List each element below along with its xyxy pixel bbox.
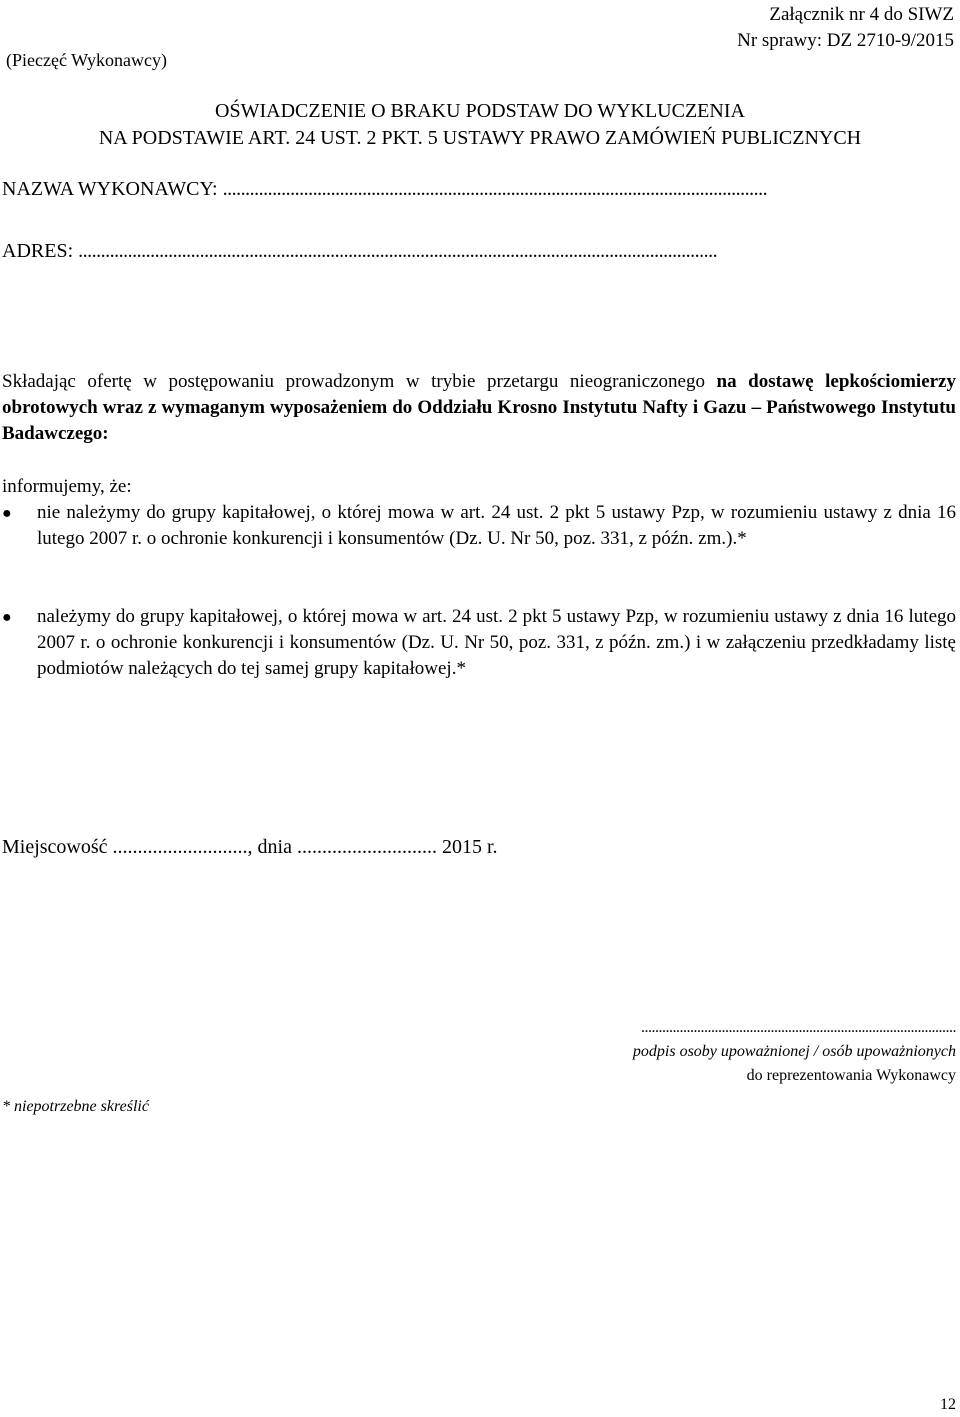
- list-item: [2, 500, 956, 552]
- title-line-2: NA PODSTAWIE ART. 24 UST. 2 PKT. 5 USTAWY PRAWO ZAMÓWIEŃ PUBLICZNYCH: [98, 127, 862, 149]
- list-item-text: nie należymy do grupy kapitałowej, o której mowa w art. 24 ust. 2 pkt 5 ustawy Pzp, w rozumieniu ustawy z dnia 16 lutego 2007 r. o ochronie konkurencji i konsumentów (Dz. U. Nr 50, poz. 331, z późn. zm.).*: [37, 502, 956, 549]
- signature-block: [633, 1016, 956, 1088]
- intro-paragraph: [2, 369, 956, 447]
- stamp-label: (Pieczęć Wykonawcy): [6, 50, 168, 70]
- address-label: ADRES:: [2, 240, 79, 262]
- address-dots: ..............................................................................................................................................: [78, 240, 718, 262]
- contractor-name-field: [2, 178, 767, 201]
- annex-header: [737, 2, 954, 54]
- address-field: [2, 240, 717, 263]
- bullet-icon: ●: [2, 609, 12, 626]
- footnote: * niepotrzebne skreślić: [2, 1098, 149, 1115]
- signature-role: do reprezentowania Wykonawcy: [746, 1067, 956, 1084]
- place-date-line: Miejscowość ..........................., dnia ............................ 2015 r.: [2, 836, 498, 858]
- inform-label: informujemy, że:: [2, 476, 132, 497]
- bullet-icon: ●: [2, 505, 12, 522]
- contractor-name-dots: .........................................................................................................................: [222, 178, 768, 200]
- title-line-1: OŚWIADCZENIE O BRAKU PODSTAW DO WYKLUCZENIA: [215, 100, 745, 122]
- contractor-name-label: NAZWA WYKONAWCY:: [2, 178, 223, 200]
- case-number: Nr sprawy: DZ 2710-9/2015: [737, 30, 954, 51]
- intro-text: Składając ofertę w postępowaniu prowadzonym w trybie przetargu nieograniczonego: [2, 371, 717, 392]
- document-title: [0, 98, 960, 152]
- annex-number: Załącznik nr 4 do SIWZ: [769, 4, 954, 25]
- signature-caption: podpis osoby upoważnionej / osób upoważnionych: [632, 1043, 956, 1060]
- list-item: [2, 604, 956, 682]
- page-number: 12: [940, 1396, 956, 1413]
- intro-bold-text: na dostawę lepkościomierzy obrotowych wraz z wymaganym wyposażeniem do Oddziału Krosno Instytutu Nafty i Gazu – Państwowego Instytutu Badawczego:: [2, 371, 956, 444]
- signature-dots: ..........................................................................................: [641, 1019, 956, 1036]
- list-item-text: należymy do grupy kapitałowej, o której mowa w art. 24 ust. 2 pkt 5 ustawy Pzp, w rozumieniu ustawy z dnia 16 lutego 2007 r. o ochronie konkurencji i konsumentów (Dz. U. Nr 50, poz. 331, z późn. zm.) i w załączeniu przedkładamy listę podmiotów należących do tej samej grupy kapitałowej.*: [37, 606, 956, 679]
